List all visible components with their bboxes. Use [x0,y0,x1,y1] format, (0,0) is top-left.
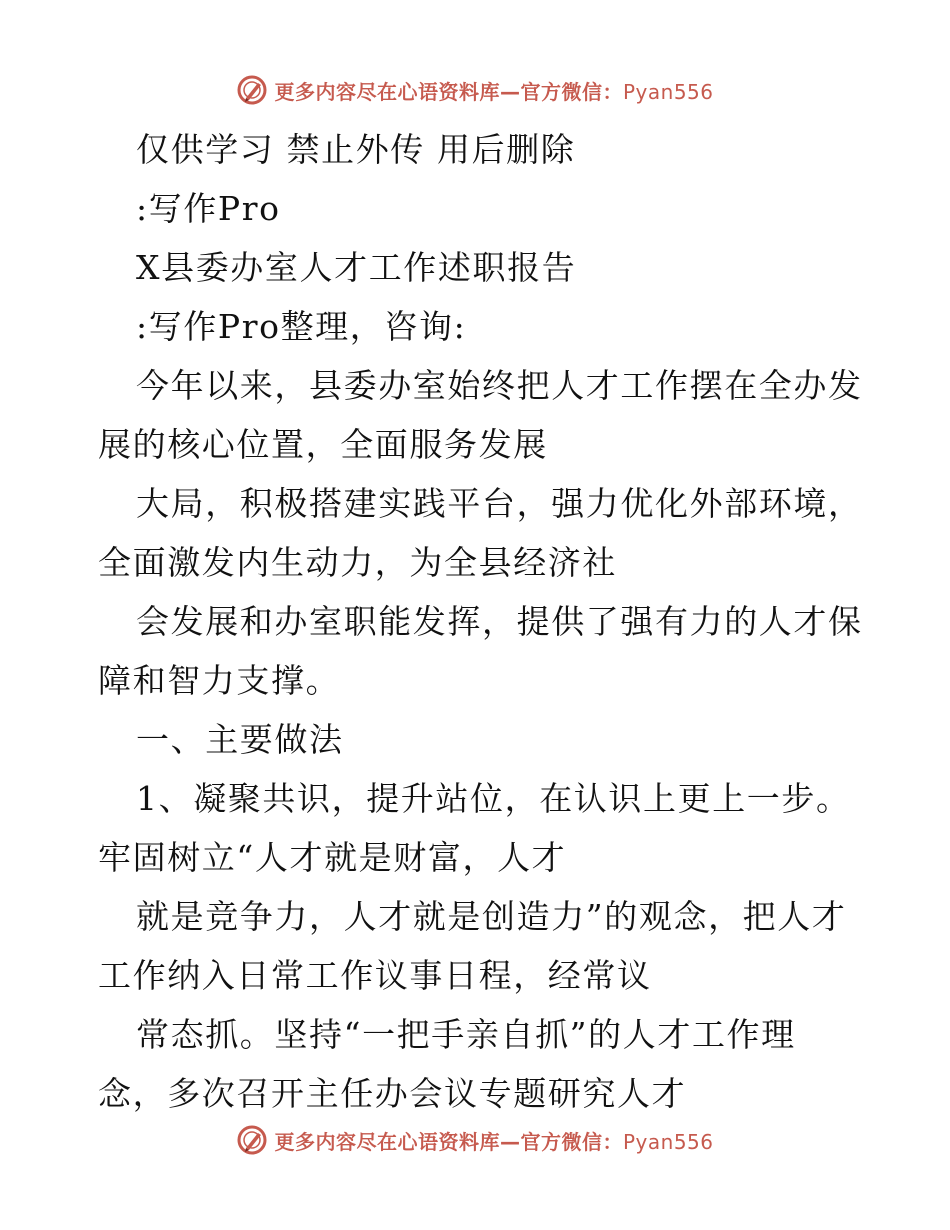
text-line: 牢固树立“人才就是财富，人才 [98,838,567,877]
header-watermark-banner [0,70,950,110]
text-line: 大局，积极搭建实践平台，强力优化外部环境， [136,484,863,523]
red-pen-circle-icon [236,1124,268,1156]
text-line: :写作Pro [136,189,281,228]
text-line: 念，多次召开主任办会议专题研究人才 [98,1074,687,1113]
text-line: 全面激发内生动力，为全县经济社 [98,543,617,582]
text-line: 1、凝聚共识，提升站位，在认识上更上一步。 [136,779,851,818]
text-line: 障和智力支撑。 [98,661,341,700]
banner-text: 更多内容尽在心语资料库—官方微信：Pyan556 [274,79,714,104]
red-pen-circle-icon [236,74,268,106]
text-line: X县委办室人才工作述职报告 [136,248,577,287]
text-line: 今年以来，县委办室始终把人才工作摆在全办发 [136,366,863,405]
text-line: :写作Pro整理，咨询: [136,307,467,346]
text-line: 常态抓。坚持“一把手亲自抓”的人才工作理 [136,1015,796,1054]
text-line: 一、主要做法 [136,720,344,759]
text-line: 会发展和办室职能发挥，提供了强有力的人才保 [136,602,863,641]
text-line: 仅供学习 禁止外传 用后删除 [136,130,576,169]
text-line: 工作纳入日常工作议事日程，经常议 [98,956,652,995]
text-line: 就是竞争力，人才就是创造力”的观念，把人才 [136,897,847,936]
document-body [98,120,863,1123]
banner-text: 更多内容尽在心语资料库—官方微信：Pyan556 [274,1129,714,1154]
text-line: 展的核心位置，全面服务发展 [98,425,548,464]
footer-watermark-banner [0,1120,950,1160]
